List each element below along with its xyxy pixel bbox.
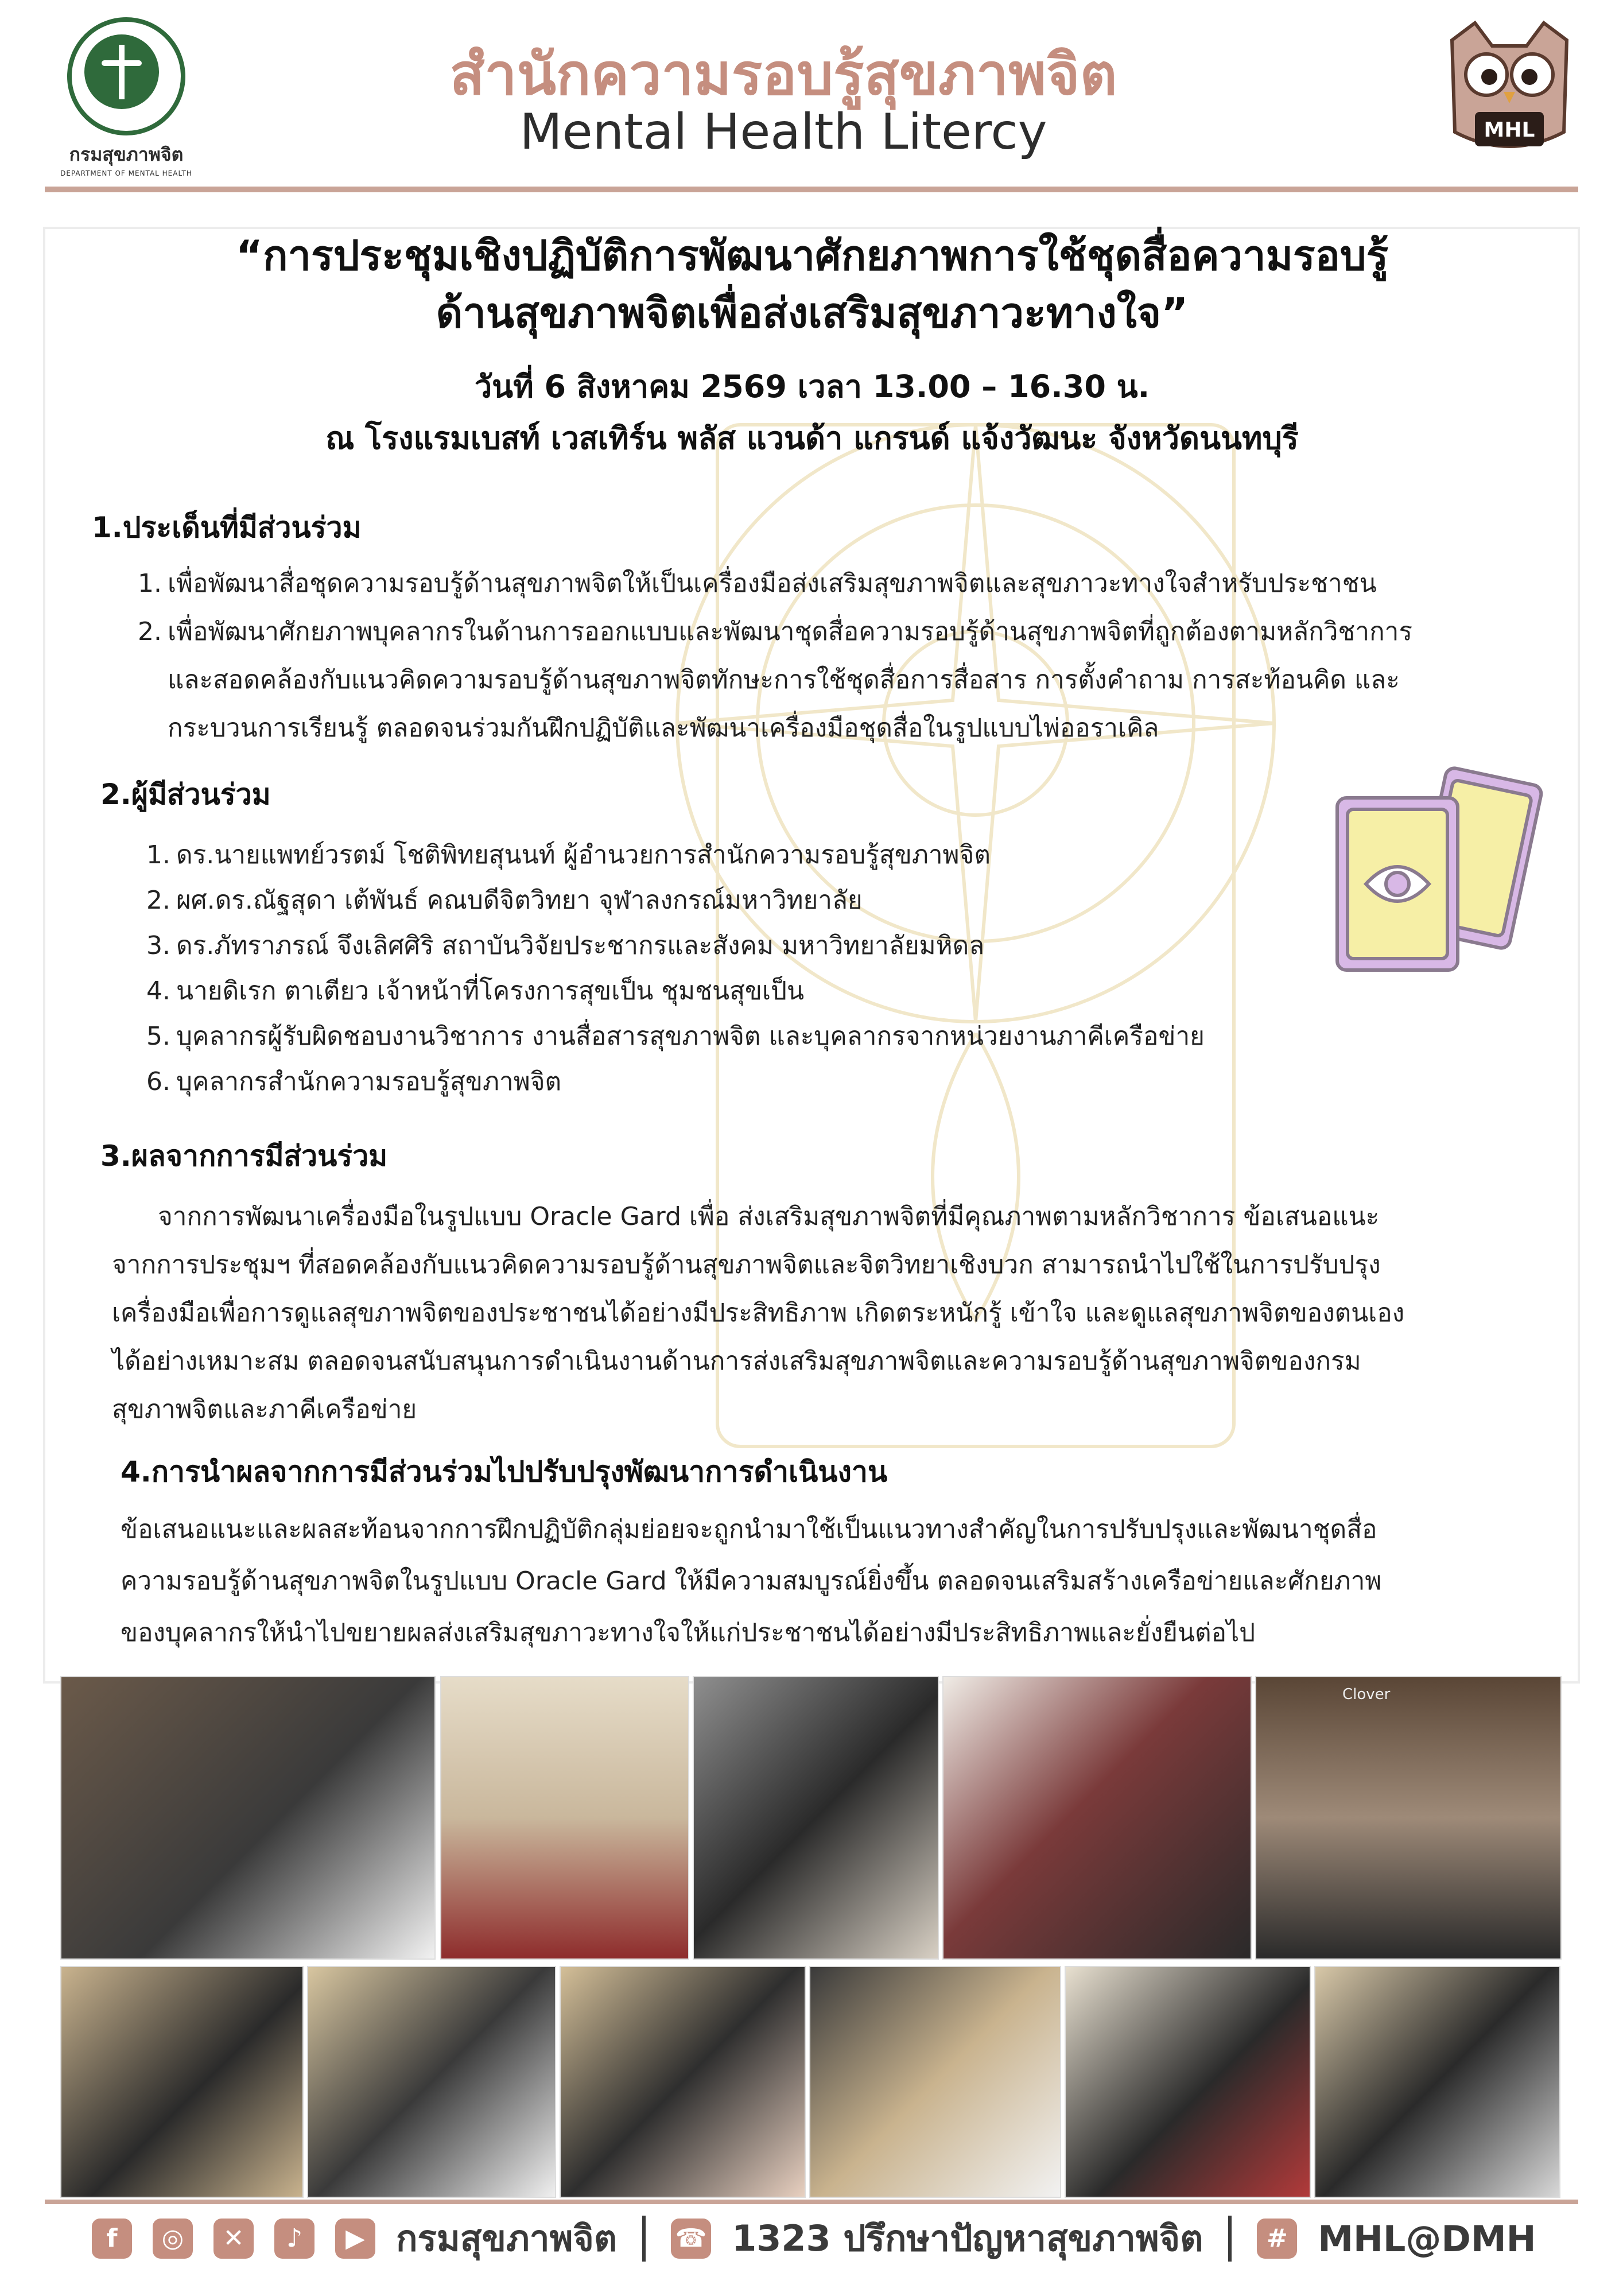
item-number: 2. xyxy=(146,886,170,915)
event-title xyxy=(86,227,1538,342)
item-text: เพื่อพัฒนาสื่อชุดความรอบรู้ด้านสุขภาพจิตให้เป็นเครื่องมือส่งเสริมสุขภาพจิตและสุขภาวะทางใจสำหรับประชาชน xyxy=(168,569,1377,598)
footer-dept: กรมสุขภาพจิต xyxy=(396,2217,618,2259)
photo-participants-4 xyxy=(809,1966,1061,2198)
divider xyxy=(1228,2216,1232,2262)
paragraph-line: เครื่องมือเพื่อการดูแลสุขภาพจิตของประชาชนได้อย่างมีประสิทธิภาพ เกิดตระหนักรู้ เข้าใจ และดูแลสุขภาพจิตของตนเอง xyxy=(112,1298,1405,1328)
ministry-seal-icon xyxy=(67,17,185,135)
list-item xyxy=(146,1059,1323,1104)
item-number: 4. xyxy=(146,976,170,1006)
item-text: บุคลากรผู้รับผิดชอบงานวิชาการ งานสื่อสารสุขภาพจิต และบุคลากรจากหน่วยงานภาคีเครือข่าย xyxy=(176,1022,1205,1051)
office-title-th: สำนักความรอบรู้สุขภาพจิต xyxy=(449,41,1117,108)
item-text: บุคลากรสำนักความรอบรู้สุขภาพจิต xyxy=(176,1067,562,1096)
list-item xyxy=(146,832,1323,878)
section3-paragraph xyxy=(112,1193,1501,1434)
footer-line-id: MHL@DMH xyxy=(1318,2217,1536,2260)
section2-list xyxy=(146,832,1323,1104)
photo-participants-1 xyxy=(60,1966,304,2198)
list-item xyxy=(146,923,1323,968)
list-item xyxy=(138,608,1550,753)
section4-heading: 4.การนำผลจากการมีส่วนร่วมไปปรับปรุงพัฒนาการดำเนินงาน xyxy=(121,1455,888,1488)
item-text: นายดิเรก ตาเตียว เจ้าหน้าที่โครงการสุขเป็น ชุมชนสุขเป็น xyxy=(176,976,805,1006)
tiktok-icon[interactable]: ♪ xyxy=(274,2219,314,2259)
event-date: วันที่ 6 สิงหาคม 2569 เวลา 13.00 – 16.30 น. xyxy=(474,369,1150,405)
room-sign: Clover xyxy=(1342,1686,1391,1703)
item-text: กระบวนการเรียนรู้ ตลอดจนร่วมกันฝึกปฏิบัติและพัฒนาเครื่องมือชุดสื่อในรูปแบบไพ่ออราเคิล xyxy=(168,713,1159,743)
paragraph-line: ได้อย่างเหมาะสม ตลอดจนสนับสนุนการดำเนินงานด้านการส่งเสริมสุขภาพจิตและความรอบรู้ด้านสุขภาพจิตของกรม xyxy=(112,1347,1361,1376)
event-title-line2: ด้านสุขภาพจิตเพื่อส่งเสริมสุขภาวะทางใจ” xyxy=(436,289,1189,337)
paragraph-line: ความรอบรู้ด้านสุขภาพจิตในรูปแบบ Oracle Gard ให้มีความสมบูรณ์ยิ่งขึ้น ตลอดจนเสริมสร้างเครือข่ายและศักยภาพ xyxy=(121,1566,1382,1596)
item-number: 3. xyxy=(146,931,170,960)
photo-speakers-table xyxy=(60,1676,436,1960)
item-number: 1. xyxy=(146,840,170,870)
facebook-icon[interactable]: f xyxy=(92,2219,132,2259)
divider xyxy=(642,2216,646,2262)
mascot-badge: MHL xyxy=(1484,118,1535,142)
photo-participants-2 xyxy=(307,1966,556,2198)
event-venue: ณ โรงแรมเบสท์ เวสเทิร์น พลัส แวนด้า แกรนด์ แจ้งวัฒนะ จังหวัดนนทบุรี xyxy=(325,420,1299,456)
section1-heading: 1.ประเด็นที่มีส่วนร่วม xyxy=(92,511,362,544)
event-title-line1: “การประชุมเชิงปฏิบัติการพัฒนาศักยภาพการใช้ชุดสื่อความรอบรู้ xyxy=(235,231,1389,280)
footer-rule xyxy=(45,2200,1578,2204)
owl-mascot-logo xyxy=(1440,17,1578,166)
phone-icon: ☎ xyxy=(671,2219,711,2259)
paragraph-line: สุขภาพจิตและภาคีเครือข่าย xyxy=(112,1395,417,1424)
footer xyxy=(92,2204,1561,2273)
item-text: ดร.นายแพทย์วรตม์ โชติพิทยสุนนท์ ผู้อำนวยการสำนักความรอบรู้สุขภาพจิต xyxy=(176,840,991,870)
item-text: ดร.ภัทราภรณ์ จึงเลิศศิริ สถาบันวิจัยประชากรและสังคม มหาวิทยาลัยมหิดล xyxy=(176,931,985,960)
item-number: 5. xyxy=(146,1022,170,1051)
item-text: และสอดคล้องกับแนวคิดความรอบรู้ด้านสุขภาพจิตทักษะการใช้ชุดสื่อการสื่อสาร การตั้งคำถาม การสะท้อนคิด และ xyxy=(168,665,1400,695)
list-item xyxy=(146,968,1323,1014)
item-text: ผศ.ดร.ณัฐสุดา เต้พันธ์ คณบดีจิตวิทยา จุฬาลงกรณ์มหาวิทยาลัย xyxy=(176,886,863,915)
header-rule xyxy=(45,187,1578,192)
youtube-icon[interactable]: ▶ xyxy=(335,2219,375,2259)
instagram-icon[interactable]: ◎ xyxy=(153,2219,193,2259)
photo-participants-6 xyxy=(1314,1966,1560,2198)
photo-participants-5 xyxy=(1065,1966,1311,2198)
section3-heading: 3.ผลจากการมีส่วนร่วม xyxy=(100,1139,388,1173)
paragraph-line: ข้อเสนอแนะและผลสะท้อนจากการฝึกปฏิบัติกลุ่มย่อยจะถูกนำมาใช้เป็นแนวทางสำคัญในการปรับปรุงและพัฒนาชุดสื่อ xyxy=(121,1515,1377,1544)
oracle-card-illustration xyxy=(1331,763,1550,982)
hashtag-icon: # xyxy=(1257,2219,1297,2259)
paragraph-line: จากการประชุมฯ ที่สอดคล้องกับแนวคิดความรอบรู้ด้านสุขภาพจิตและจิตวิทยาเชิงบวก สามารถนำไปใช้ในการปรับปรุง xyxy=(112,1250,1381,1279)
section2-heading: 2.ผู้มีส่วนร่วม xyxy=(100,778,271,811)
item-text: เพื่อพัฒนาศักยภาพบุคลากรในด้านการออกแบบและพัฒนาชุดสื่อความรอบรู้ด้านสุขภาพจิตที่ถูกต้องตามหลักวิชาการ xyxy=(168,617,1412,646)
item-number: 2. xyxy=(138,617,162,646)
paragraph-line: ของบุคลากรให้นำไปขยายผลส่งเสริมสุขภาวะทางใจให้แก่ประชาชนได้อย่างมีประสิทธิภาพและยั่งยืนต่อไป xyxy=(121,1618,1256,1647)
list-item xyxy=(138,560,1550,608)
dmh-logo xyxy=(52,17,201,177)
list-item xyxy=(146,878,1323,923)
section1-list xyxy=(138,560,1550,753)
section4-paragraph xyxy=(121,1504,1521,1659)
footer-hotline: 1323 ปรึกษาปัญหาสุขภาพจิต xyxy=(732,2217,1203,2259)
photo-speaker-holding-card xyxy=(693,1676,939,1960)
photo-panelists xyxy=(942,1676,1252,1960)
photo-meeting-room xyxy=(440,1676,689,1960)
photo-participants-3 xyxy=(560,1966,806,2198)
photo-group-with-cards xyxy=(1255,1676,1562,1960)
office-title-en: Mental Health Litercy xyxy=(519,103,1047,161)
dept-name-th: กรมสุขภาพจิต xyxy=(69,144,184,165)
x-icon[interactable]: ✕ xyxy=(213,2219,254,2259)
paragraph-line: จากการพัฒนาเครื่องมือในรูปแบบ Oracle Gard เพื่อ ส่งเสริมสุขภาพจิตที่มีคุณภาพตามหลักวิชาการ ข้อเสนอแนะ xyxy=(158,1202,1380,1231)
item-number: 1. xyxy=(138,569,162,598)
dept-name-en: DEPARTMENT OF MENTAL HEALTH xyxy=(60,169,192,177)
list-item xyxy=(146,1014,1323,1059)
item-number: 6. xyxy=(146,1067,170,1096)
